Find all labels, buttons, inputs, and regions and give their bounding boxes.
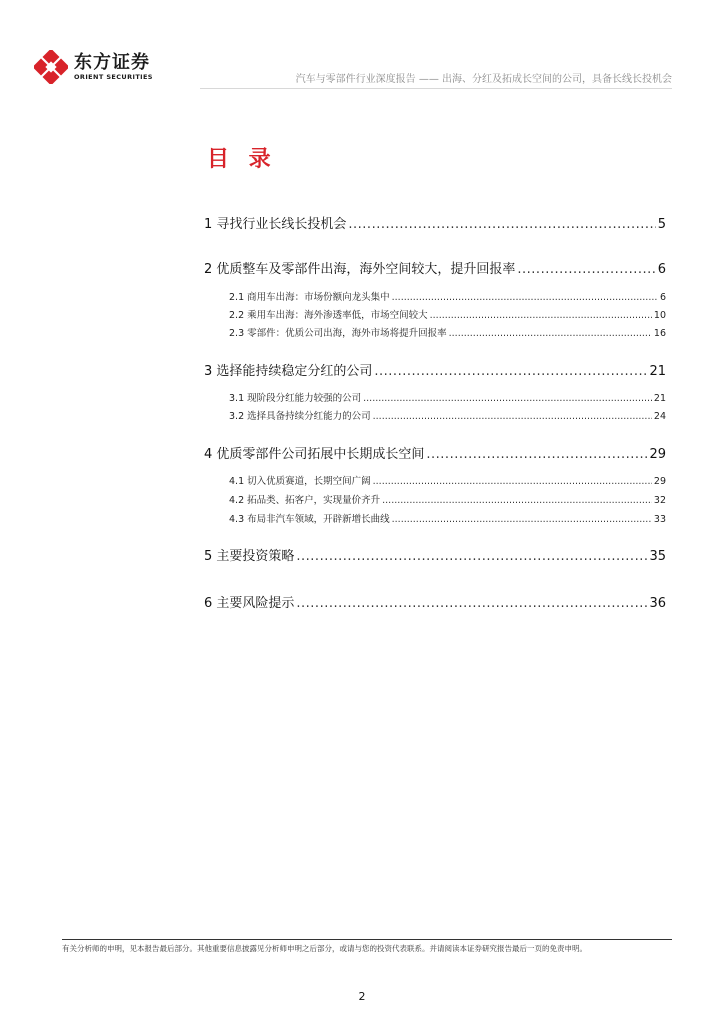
toc-entry[interactable] (204, 390, 666, 404)
toc-leader (449, 328, 652, 339)
toc-entry[interactable] (204, 473, 666, 487)
footer-disclaimer: 有关分析师的申明，见本报告最后部分。其他重要信息披露见分析师申明之后部分，或请与您的投资代表联系。并请阅读本证券研究报告最后一页的免责申明。 (62, 944, 587, 953)
toc-leader (363, 393, 652, 404)
toc-entry[interactable] (204, 592, 666, 611)
brand-name-en: ORIENT SECURITIES (74, 72, 153, 81)
toc-entry-page: 33 (653, 514, 666, 525)
toc-entry-page: 29 (649, 447, 666, 462)
toc-entry-page: 35 (649, 549, 666, 564)
toc-entry[interactable] (204, 360, 666, 379)
toc-leader (430, 310, 652, 321)
logo (34, 50, 153, 84)
footer-divider (62, 939, 672, 940)
toc-entry-page: 16 (653, 328, 666, 339)
toc-entry-text: 3.1 现阶段分红能力较强的公司 (229, 393, 362, 404)
toc-entry-page: 6 (659, 292, 666, 303)
toc-leader (392, 292, 658, 303)
toc-entry[interactable] (204, 545, 666, 564)
toc-entry-text: 4.1 切入优质赛道，长期空间广阔 (229, 476, 371, 487)
toc-entry-page: 32 (653, 495, 666, 506)
toc-entry-text: 4.3 布局非汽车领域，开辟新增长曲线 (229, 514, 390, 525)
toc-entry[interactable] (204, 511, 666, 525)
toc-leader (296, 596, 647, 611)
report-title: 汽车与零部件行业深度报告 —— 出海、分红及拓成长空间的公司，具备长线长投机会 (295, 74, 672, 85)
toc-entry-text: 2.1 商用车出海：市场份额向龙头集中 (229, 292, 390, 303)
toc-entry-page: 21 (653, 393, 666, 404)
toc-leader (373, 476, 652, 487)
toc-entry-text: 4.2 拓品类、拓客户，实现量价齐升 (229, 495, 381, 506)
toc-title: 目 录 (207, 147, 277, 172)
toc-leader (382, 495, 652, 506)
toc-entry-page: 21 (649, 364, 666, 379)
toc-entry[interactable] (204, 307, 666, 321)
toc-leader (426, 447, 647, 462)
toc-entry[interactable] (204, 408, 666, 422)
toc-entry[interactable] (204, 492, 666, 506)
toc-leader (348, 217, 655, 232)
header-divider (200, 88, 672, 89)
toc-entry-text: 5 主要投资策略 (204, 549, 295, 564)
toc-leader (517, 262, 655, 277)
toc-entry-text: 2.3 零部件：优质公司出海，海外市场将提升回报率 (229, 328, 447, 339)
toc-leader (373, 411, 652, 422)
brand-name-cn: 东方证券 (74, 51, 150, 73)
toc-entry[interactable] (204, 213, 666, 232)
toc-entry-page: 29 (653, 476, 666, 487)
toc-leader (296, 549, 647, 564)
toc-entry[interactable] (204, 258, 666, 277)
toc-entry-page: 36 (649, 596, 666, 611)
toc-entry-page: 5 (657, 217, 666, 232)
toc-entry-text: 2 优质整车及零部件出海，海外空间较大，提升回报率 (204, 262, 516, 277)
toc-leader (392, 514, 652, 525)
toc-entry-page: 24 (653, 411, 666, 422)
toc-leader (374, 364, 647, 379)
toc-entry-page: 10 (653, 310, 666, 321)
toc-entry-text: 4 优质零部件公司拓展中长期成长空间 (204, 447, 425, 462)
page-number: 2 (358, 990, 366, 1003)
toc-entry[interactable] (204, 443, 666, 462)
toc-entry-text: 6 主要风险提示 (204, 596, 295, 611)
toc-entry-text: 1 寻找行业长线长投机会 (204, 217, 347, 232)
toc-entry-text: 3 选择能持续稳定分红的公司 (204, 364, 373, 379)
toc-entry-text: 3.2 选择具备持续分红能力的公司 (229, 411, 371, 422)
orient-securities-logo-icon (34, 50, 68, 84)
toc-entry-page: 6 (657, 262, 666, 277)
toc-entry-text: 2.2 乘用车出海：海外渗透率低，市场空间较大 (229, 310, 428, 321)
toc-entry[interactable] (204, 325, 666, 339)
toc-entry[interactable] (204, 289, 666, 303)
